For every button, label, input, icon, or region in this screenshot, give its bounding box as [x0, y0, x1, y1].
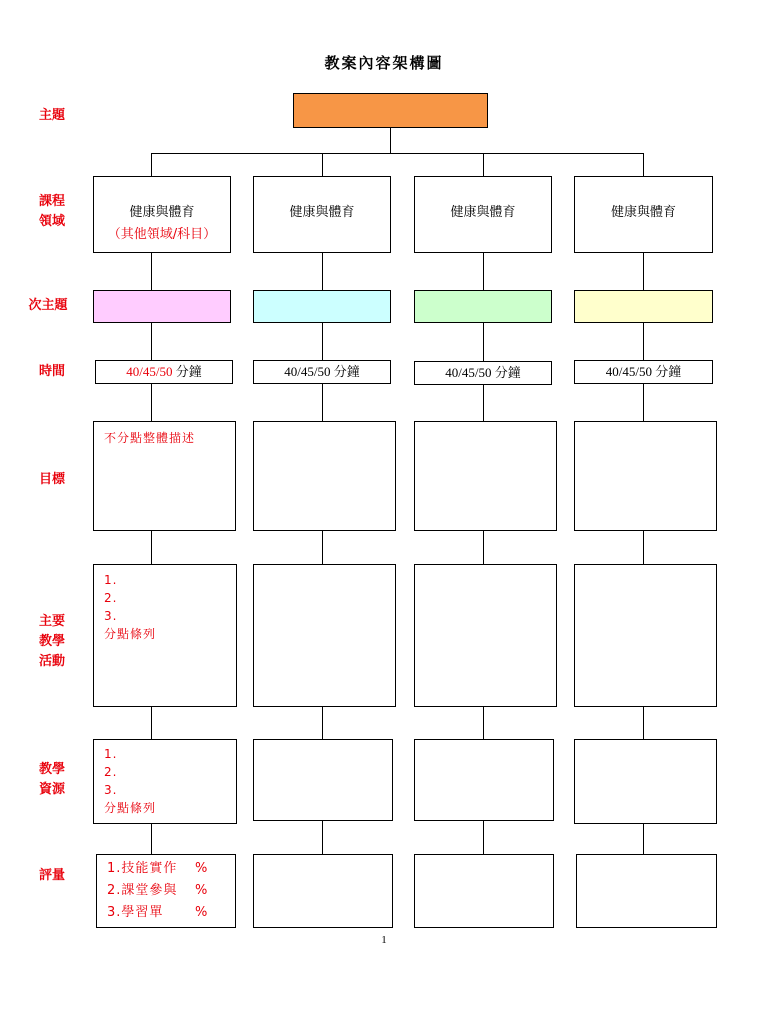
resources-box-2: [253, 739, 393, 821]
connector-line: [643, 824, 644, 855]
connector-line: [322, 253, 323, 291]
assessment-percent: %: [195, 883, 209, 898]
resources-box-3: [414, 739, 554, 821]
activity-item: 2.: [104, 591, 118, 605]
assessment-box-2: [253, 854, 393, 928]
domain-sub-label: （其他領域/科目）: [107, 227, 217, 242]
goal-box-4: [574, 421, 717, 531]
page-number: 1: [381, 934, 387, 946]
resource-item: 1.: [104, 747, 118, 761]
connector-line: [643, 384, 644, 422]
assessment-box-1: [96, 854, 236, 928]
assessment-box-3: [414, 854, 554, 928]
resource-item: 3.: [104, 783, 118, 797]
theme-box: [293, 93, 488, 128]
row-label-theme: 主題: [38, 108, 65, 123]
assessment-box-4: [576, 854, 717, 928]
time-unit: 分鐘: [333, 364, 360, 379]
time-value: 40/45/50: [445, 365, 492, 380]
activities-box-1: [93, 564, 237, 707]
time-box-3: [414, 361, 552, 385]
connector-line: [643, 531, 644, 565]
connector-line: [483, 707, 484, 740]
row-label-subtheme: 次主題: [28, 298, 68, 313]
activities-box-2: [253, 564, 396, 707]
connector-line: [151, 153, 643, 154]
assessment-item: 1.技能實作: [107, 861, 178, 876]
time-value: 40/45/50: [605, 364, 652, 379]
connector-line: [483, 531, 484, 565]
activity-item: 3.: [104, 609, 118, 623]
time-box-1: [95, 360, 233, 384]
connector-line: [483, 153, 484, 177]
connector-line: [322, 707, 323, 740]
domain-box-1: [93, 176, 231, 253]
time-value: 40/45/50: [284, 364, 331, 379]
subtheme-box-3: [414, 290, 552, 323]
activities-box-3: [414, 564, 557, 707]
connector-line: [322, 384, 323, 422]
connector-line: [483, 253, 484, 291]
goal-note: 不分點整體描述: [104, 431, 196, 445]
domain-label: 健康與體育: [610, 205, 676, 220]
connector-line: [151, 824, 152, 855]
connector-line: [151, 531, 152, 565]
time-box-2: [253, 360, 391, 384]
activities-box-4: [574, 564, 717, 707]
domain-box-2: [253, 176, 391, 253]
subtheme-box-2: [253, 290, 391, 323]
resources-box-1: [93, 739, 237, 824]
row-label-domain: 課程 領域: [38, 194, 65, 229]
page-title: 教案內容架構圖: [324, 54, 444, 72]
row-label-time: 時間: [38, 364, 65, 379]
connector-line: [151, 253, 152, 291]
activity-item: 1.: [104, 573, 118, 587]
goal-box-2: [253, 421, 396, 531]
assessment-item: 3.學習單: [107, 905, 164, 920]
row-label-goal: 目標: [38, 472, 65, 487]
row-label-activities: 主要 教學 活動: [38, 614, 65, 669]
connector-line: [643, 253, 644, 291]
goal-box-3: [414, 421, 557, 531]
connector-line: [322, 153, 323, 177]
connector-line: [643, 707, 644, 740]
connector-line: [322, 821, 323, 855]
connector-line: [643, 323, 644, 361]
connector-line: [483, 821, 484, 855]
connector-line: [151, 384, 152, 422]
resource-item: 2.: [104, 765, 118, 779]
connector-line: [483, 323, 484, 362]
domain-label: 健康與體育: [450, 205, 516, 220]
subtheme-box-1: [93, 290, 231, 323]
connector-line: [151, 153, 152, 177]
row-label-assessment: 評量: [38, 868, 65, 883]
domain-label: 健康與體育: [289, 205, 355, 220]
time-box-4: [574, 360, 713, 384]
resource-item: 分點條列: [104, 801, 157, 815]
assessment-item: 2.課堂參與: [107, 883, 178, 898]
domain-box-4: [574, 176, 713, 253]
resources-box-4: [574, 739, 717, 824]
connector-line: [322, 531, 323, 565]
connector-line: [643, 153, 644, 177]
row-label-resources: 教學 資源: [38, 762, 65, 797]
goal-box-1: [93, 421, 236, 531]
time-unit: 分鐘: [494, 365, 521, 380]
domain-label: 健康與體育: [129, 205, 195, 220]
connector-line: [390, 128, 391, 154]
connector-line: [483, 385, 484, 422]
time-unit: 分鐘: [655, 364, 682, 379]
connector-line: [151, 707, 152, 740]
activity-item: 分點條列: [104, 627, 157, 641]
time-value: 40/45/50: [126, 364, 173, 379]
assessment-percent: %: [195, 905, 209, 920]
connector-line: [322, 323, 323, 361]
subtheme-box-4: [574, 290, 713, 323]
assessment-percent: %: [195, 861, 209, 876]
time-unit: 分鐘: [175, 364, 202, 379]
connector-line: [151, 323, 152, 361]
domain-box-3: [414, 176, 552, 253]
